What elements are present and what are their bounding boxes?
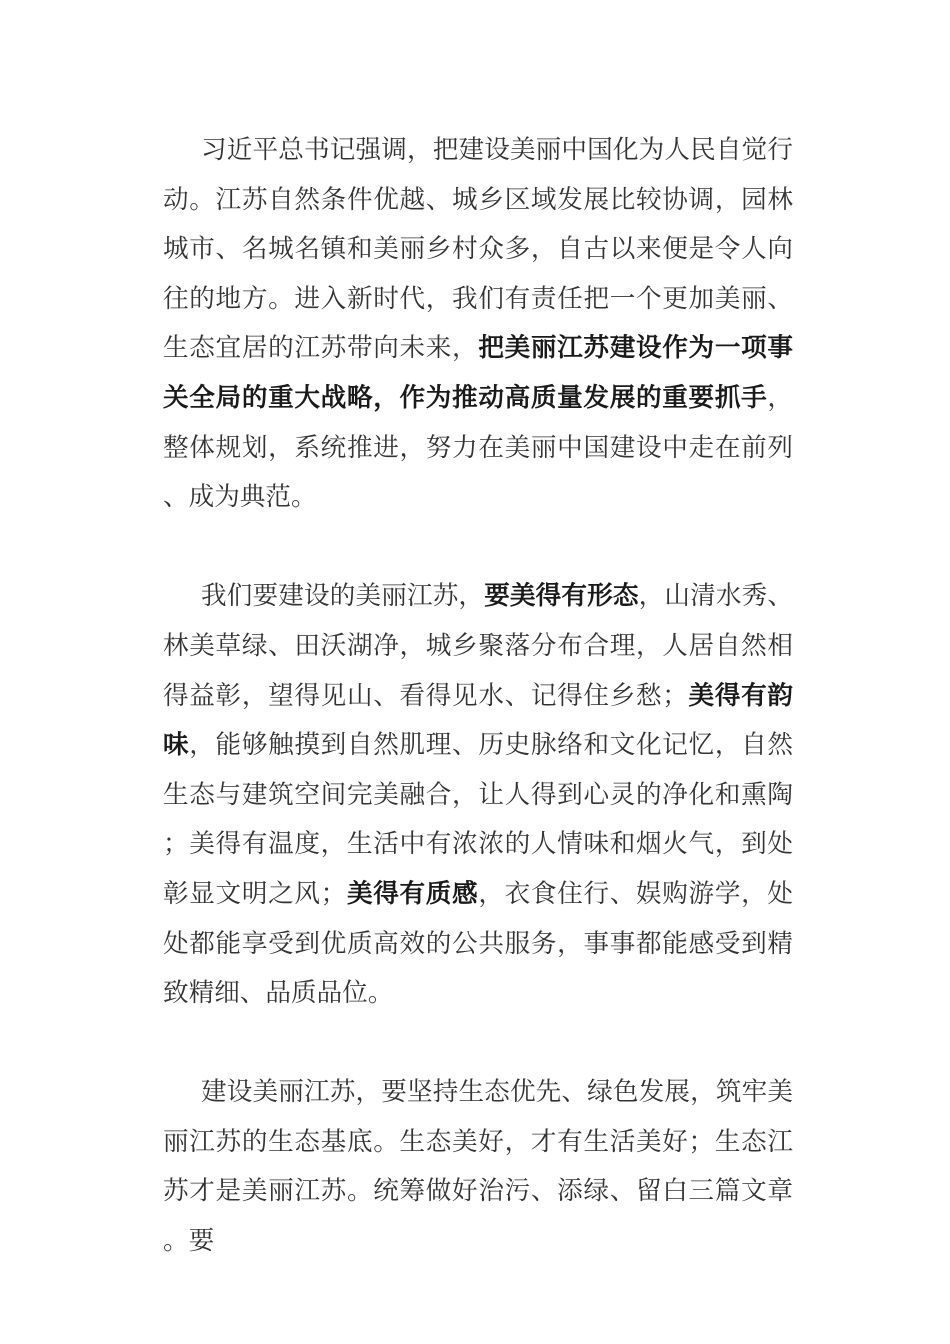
paragraph-2-bold-2: 美得有韵味 [163, 680, 793, 761]
paragraph-1-bold-text: 把美丽江苏建设作为一项事关全局的重大战略，作为推动高质量发展的重要抓手 [163, 333, 793, 413]
paragraph-2-bold-3: 美得有质感 [346, 878, 479, 909]
paragraph-2-bold-1: 要美得有形态 [484, 581, 639, 612]
paragraph-2-text-3: ，能够触摸到自然肌理、历史脉络和文化记忆，自然生态与建筑空间完美融合，让人得到心灵的净化和熏陶；美得有温度，生活中有浓浓的人情味和烟火气，到处彰显文明之风； [163, 730, 793, 909]
paragraph-2-text-1: 我们要建设的美丽江苏， [201, 581, 485, 612]
paragraph-1-text-end: ，整体规划，系统推进，努力在美丽中国建设中走在前列、成为典范。 [163, 382, 793, 513]
paragraph-2 [163, 572, 793, 1018]
paragraph-2-text-2: ，山清水秀、林美草绿、田沃湖净，城乡聚落分布合理，人居自然相得益彰，望得见山、看得见水、记得住乡愁； [163, 581, 793, 711]
paragraph-3 [163, 1068, 793, 1266]
paragraph-1 [163, 126, 793, 523]
paragraph-2-text-4: ，衣食住行、娱购游学，处处都能享受到优质高效的公共服务，事事都能感受到精致精细、品质品位。 [163, 878, 793, 1009]
paragraph-3-text: 建设美丽江苏，要坚持生态优先、绿色发展，筑牢美丽江苏的生态基底。生态美好，才有生活美好；生态江苏才是美丽江苏。统筹做好治污、添绿、留白三篇文章。要 [163, 1077, 793, 1257]
paragraph-1-text: 习近平总书记强调，把建设美丽中国化为人民自觉行动。江苏自然条件优越、城乡区域发展比较协调，园林城市、名城名镇和美丽乡村众多，自古以来便是令人向往的地方。进入新时代，我们有责任把一个更加美丽、生态宜居的江苏带向未来， [163, 135, 793, 364]
document-page [163, 126, 793, 1316]
